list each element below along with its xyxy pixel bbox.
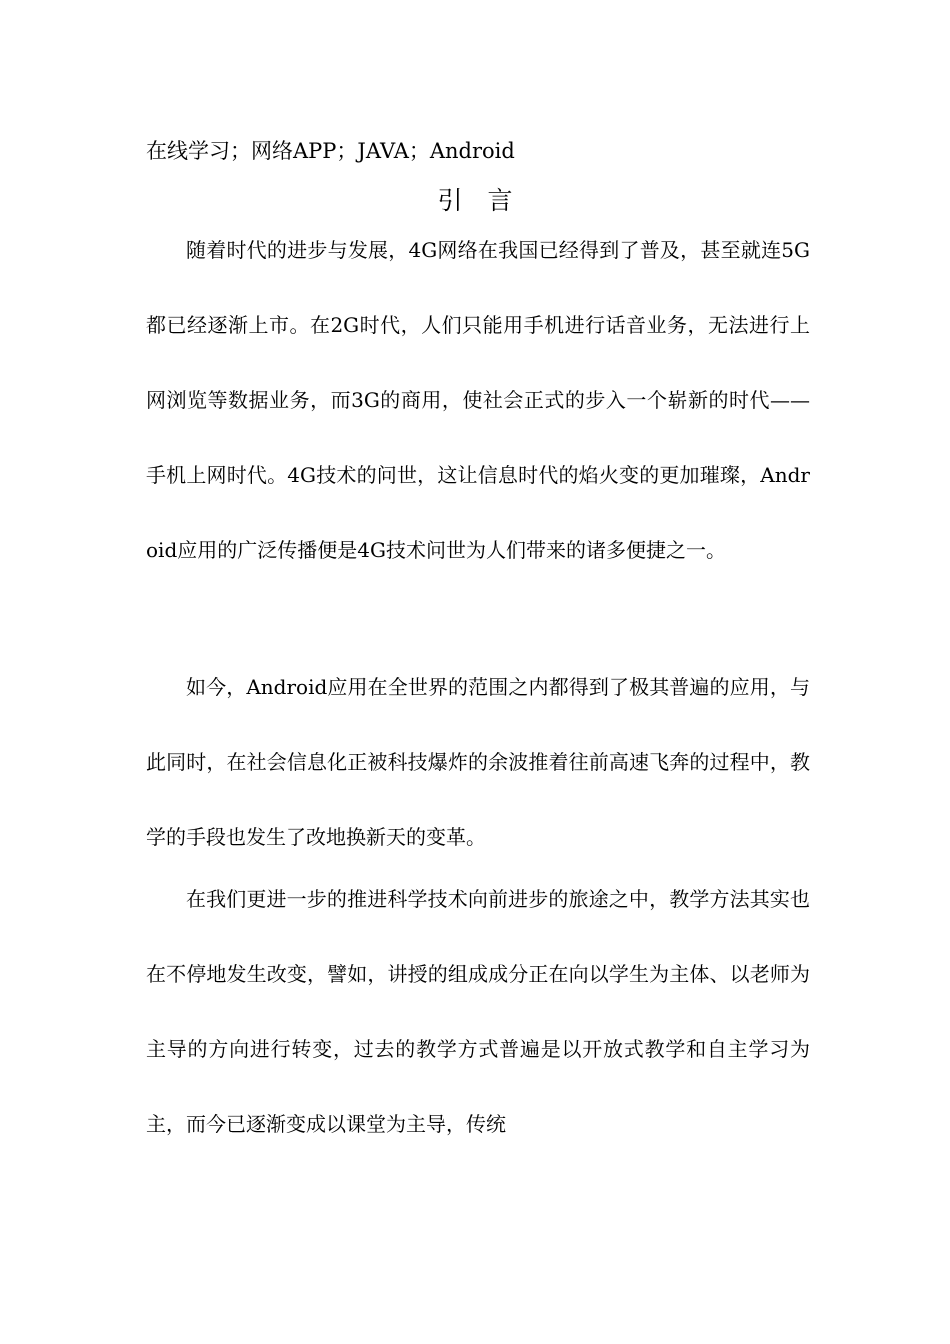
body-paragraph: 在我们更进一步的推进科学技术向前进步的旅途之中，教学方法其实也在不停地发生改变，譬如，讲授的组成成分正在向以学生为主体、以老师为主导的方向进行转变，过去的教学方式普遍是以开放式教学和自主学习为主，而今已逐渐变成以课堂为主导，传统 [146,887,810,1136]
keywords-line: 在线学习；网络APP；JAVA；Android [146,139,515,163]
body-paragraph: 如今，Android应用在全世界的范围之内都得到了极其普遍的应用，与此同时，在社会信息化正被科技爆炸的余波推着往前高速飞奔的过程中，教学的手段也发生了改地换新天的变革。 [146,675,810,849]
body-paragraph: 随着时代的进步与发展，4G网络在我国已经得到了普及，甚至就连5G都已经逐渐上市。在2G时代，人们只能用手机进行话音业务，无法进行上网浏览等数据业务，而3G的商用，使社会正式的步入一个崭新的时代——手机上网时代。4G技术的问世，这让信息时代的焰火变的更加璀璨，Android应用的广泛传播便是4G技术问世为人们带来的诸多便捷之一。 [146,238,810,562]
section-title: 引 言 [437,186,513,215]
